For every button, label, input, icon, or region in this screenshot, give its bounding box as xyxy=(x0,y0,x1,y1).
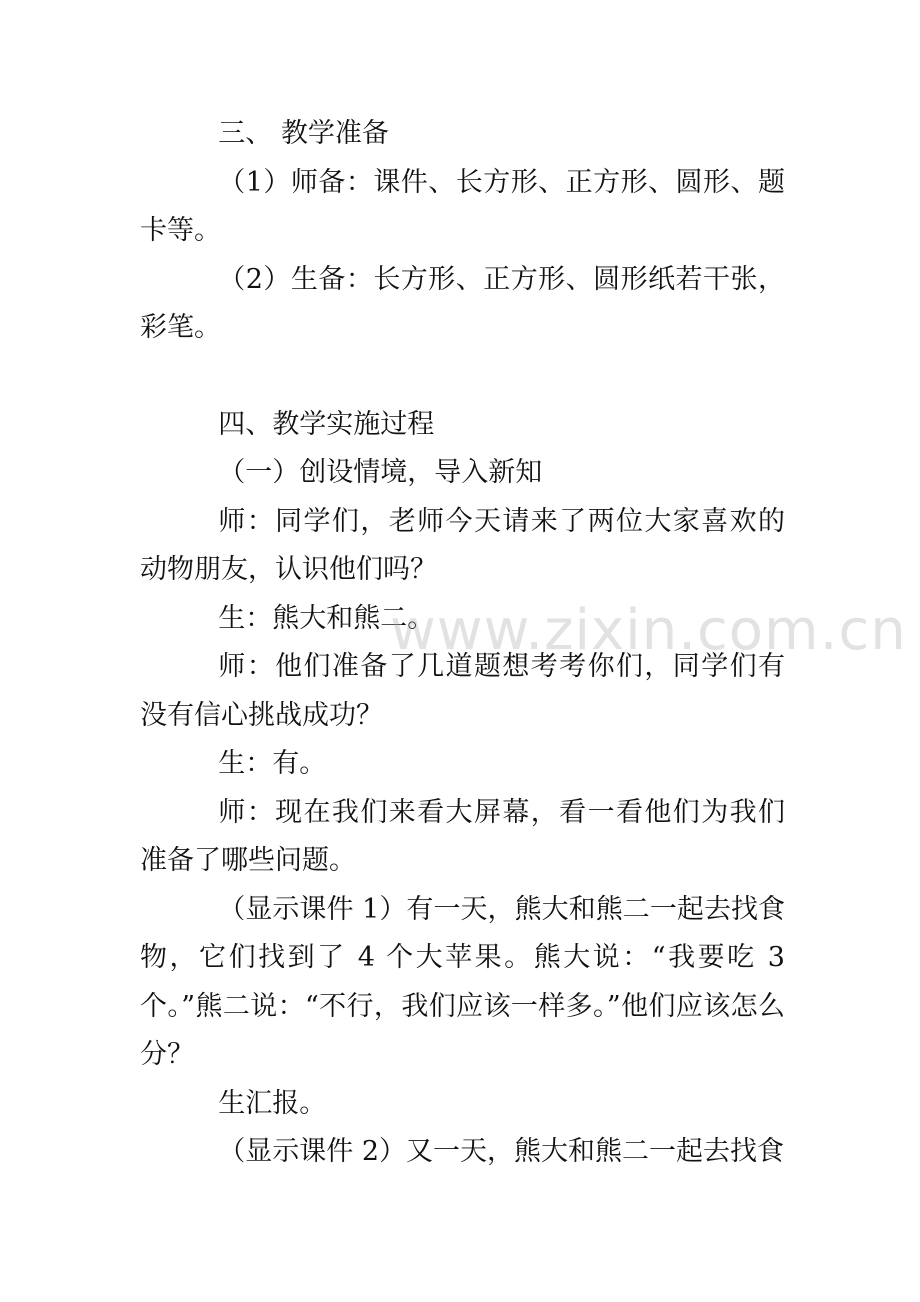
paragraph-teacher-materials: （1）师备：课件、长方形、正方形、圆形、题卡等。 xyxy=(140,166,785,246)
section-heading-process: 四、教学实施过程 xyxy=(218,408,435,440)
paragraph-courseware-1: （显示课件 1）有一天，熊大和熊二一起去找食物，它们找到了 4 个大苹果。熊大说：“我要吃 3 个。”熊二说：“不行，我们应该一样多。”他们应该怎么分？ xyxy=(140,893,785,1070)
paragraph-student-report: 生汇报。 xyxy=(218,1087,327,1119)
dialogue-teacher-3: 师：现在我们来看大屏幕，看一看他们为我们准备了哪些问题。 xyxy=(140,796,785,876)
paragraph-student-materials: （2）生备：长方形、正方形、圆形纸若干张，彩笔。 xyxy=(140,263,785,343)
dialogue-teacher-1: 师：同学们，老师今天请来了两位大家喜欢的动物朋友，认识他们吗？ xyxy=(140,505,785,585)
paragraph-gap xyxy=(140,353,785,401)
subheading-introduction: （一）创设情境，导入新知 xyxy=(218,457,543,488)
watermark: www.zixin.com.cn xyxy=(390,598,907,663)
paragraph-courseware-2: （显示课件 2）又一天，熊大和熊二一起去找食 xyxy=(218,1136,785,1167)
section-heading-preparation: 三、 教学准备 xyxy=(218,118,389,149)
dialogue-teacher-2: 师：他们准备了几道题想考考你们，同学们有没有信心挑战成功？ xyxy=(140,651,785,731)
dialogue-student-2: 生：有。 xyxy=(218,748,327,779)
dialogue-student-1: 生：熊大和熊二。 xyxy=(218,602,435,634)
